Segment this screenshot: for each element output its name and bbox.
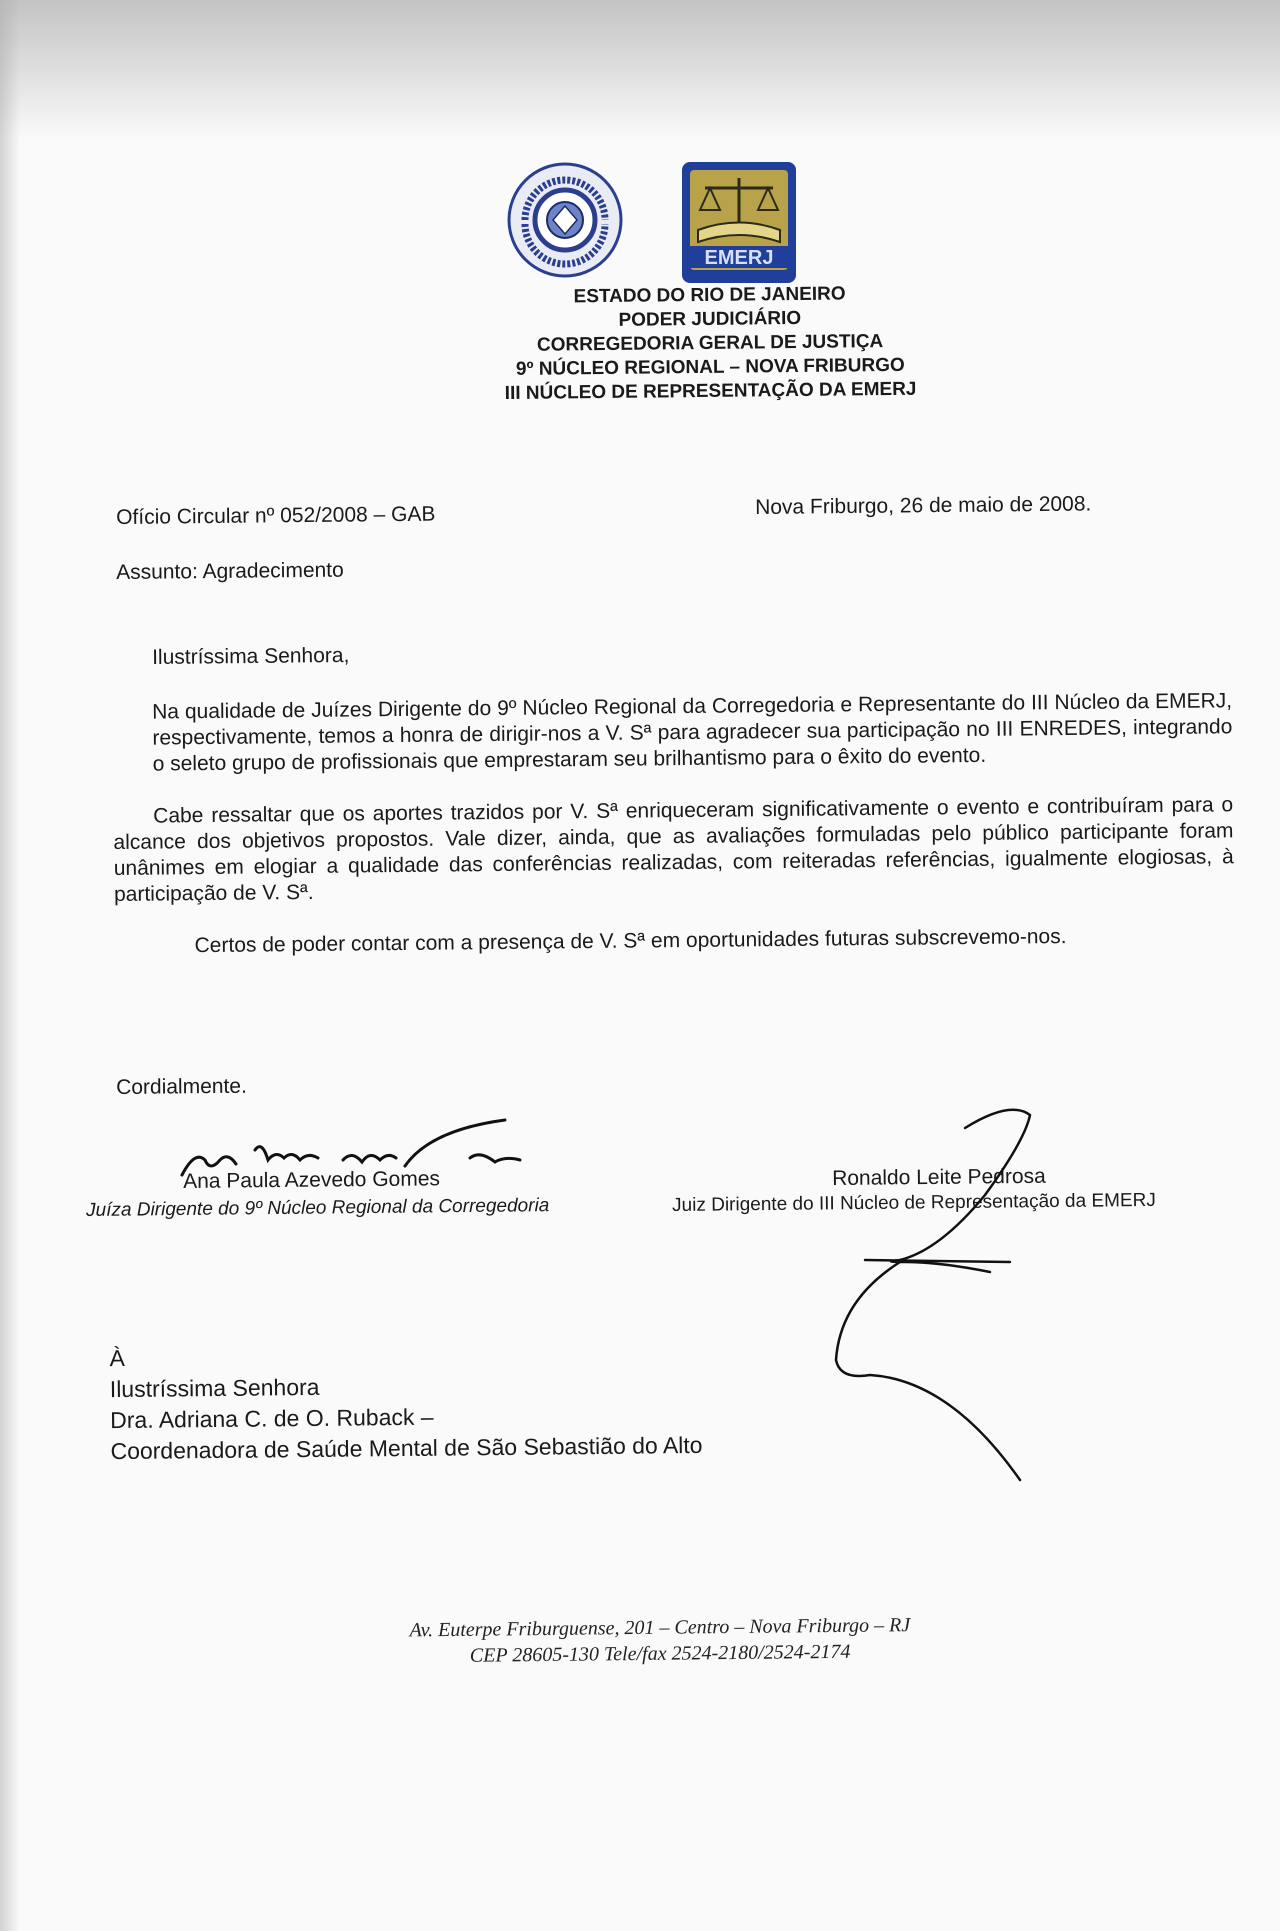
signature-role-1: Juíza Dirigente do 9º Núcleo Regional da Corregedoria xyxy=(86,1195,550,1221)
addressee-line: À xyxy=(109,1344,126,1372)
addressee-line: Coordenadora de Saúde Mental de São Sebastião do Alto xyxy=(110,1431,703,1465)
signature-scribble-1 xyxy=(182,1120,520,1175)
signature-name-1: Ana Paula Azevedo Gomes xyxy=(183,1167,441,1193)
place-date: Nova Friburgo, 26 de maio de 2008. xyxy=(755,492,1092,519)
header-line: CORREGEDORIA GERAL DE JUSTIÇA xyxy=(536,331,884,356)
footer-address: Av. Euterpe Friburguense, 201 – Centro – Nova Friburgo – RJ xyxy=(409,1614,911,1642)
signature-name-2: Ronaldo Leite Pedrosa xyxy=(832,1164,1046,1190)
addressee-block xyxy=(109,1337,702,1467)
corregedoria-seal-logo xyxy=(505,160,625,280)
body-paragraph: Na qualidade de Juízes Dirigente do 9º Núcleo Regional da Corregedoria e Representante do III Núcleo da EMERJ, respectivamente, temos a honra de dirigir-nos a V. Sª para agradecer sua participação no III ENREDES, integrando o seleto grupo de profissionais que emprestaram seu brilhantismo para o êxito do evento. xyxy=(152,689,1233,776)
header-line: III NÚCLEO DE REPRESENTAÇÃO DA EMERJ xyxy=(504,378,917,405)
reference-number: Ofício Circular nº 052/2008 – GAB xyxy=(116,502,436,529)
letter-body xyxy=(112,688,1235,986)
letterhead-logos xyxy=(505,160,805,290)
header-line: 9º NÚCLEO REGIONAL – NOVA FRIBURGO xyxy=(515,354,905,380)
header-line: ESTADO DO RIO DE JANEIRO xyxy=(573,283,846,308)
body-paragraph: Cabe ressaltar que os aportes trazidos por V. Sª enriqueceram significativamente o evento e contribuíram para o alcance dos objetivos propostos. Vale dizer, ainda, que as avaliações formuladas pelo público participante foram unânimes em elogiar a qualidade das conferências realizadas, com reiteradas referências, igualmente elogiosas, à participação de V. Sª. xyxy=(113,793,1234,906)
signature-role-2: Juiz Dirigente do III Núcleo de Representação da EMERJ xyxy=(672,1189,1156,1216)
emerj-logo xyxy=(680,160,798,285)
closing: Cordialmente. xyxy=(116,1074,247,1099)
letterhead xyxy=(0,278,1280,411)
emerj-logo-text: EMERJ xyxy=(704,247,774,269)
addressee-line: Dra. Adriana C. de O. Ruback – xyxy=(110,1403,434,1434)
subject-line: Assunto: Agradecimento xyxy=(116,558,344,584)
addressee-line: Ilustríssima Senhora xyxy=(109,1373,320,1403)
footer-contact: CEP 28605-130 Tele/fax 2524-2180/2524-2174 xyxy=(469,1640,851,1667)
letter-footer xyxy=(0,1608,1280,1673)
body-paragraph: Certos de poder contar com a presença de V. Sª em oportunidades futuras subscrevemo-nos. xyxy=(194,925,1067,958)
header-line: PODER JUDICIÁRIO xyxy=(618,307,802,331)
scan-shadow xyxy=(0,0,1280,140)
salutation: Ilustríssima Senhora, xyxy=(152,643,350,669)
